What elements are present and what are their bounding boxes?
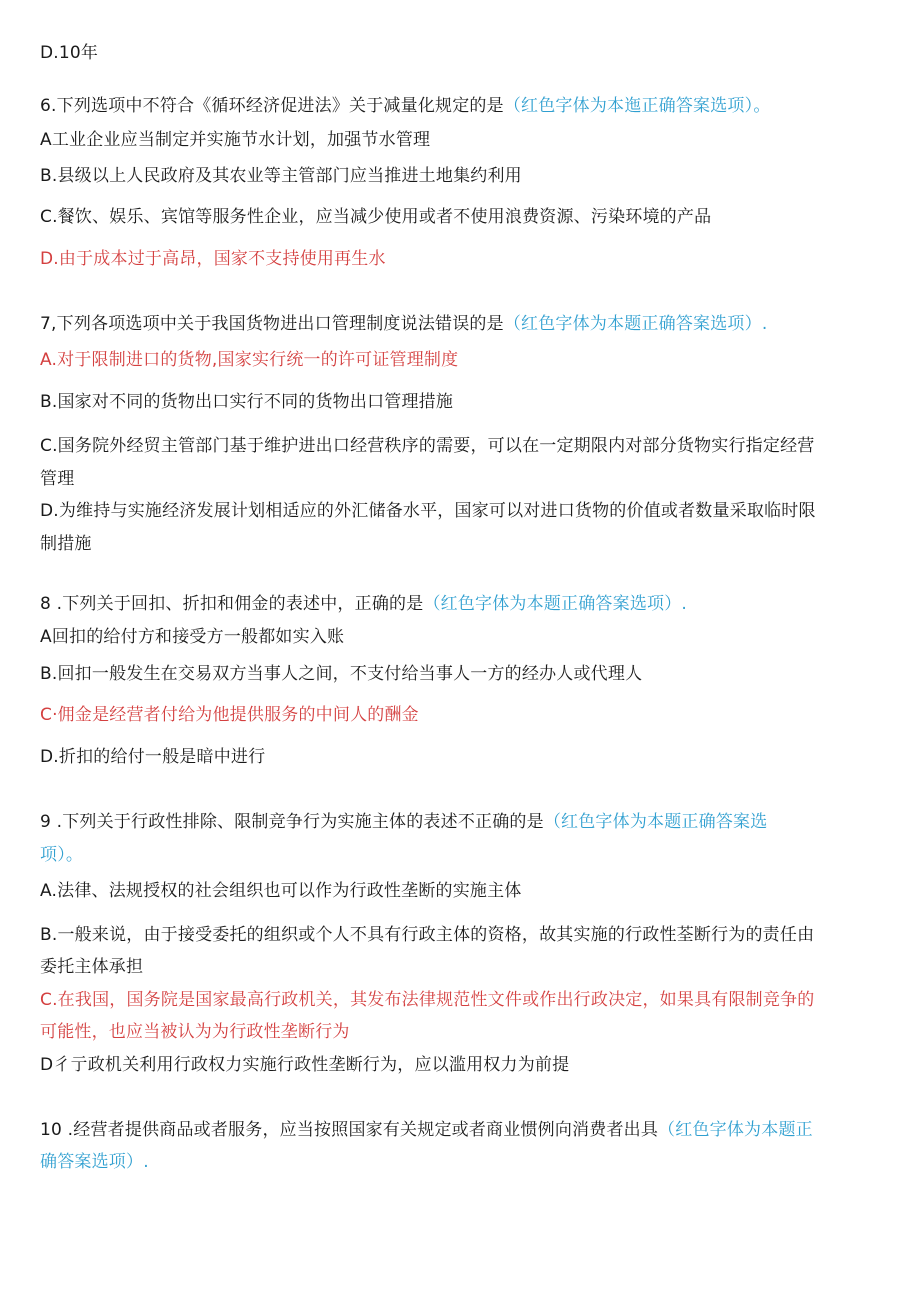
q9-option-c-answer-line1: C.在我国，国务院是国家最高行政机关，其发布法律规范性文件或作出行政决定，如果具有限制竞争的 (40, 990, 815, 1010)
q10-answer-hint-line1: （红色字体为本题正 (658, 1120, 813, 1140)
q6-stem (40, 90, 885, 122)
q9-answer-hint-line1: （红色字体为本题正确答案选 (543, 812, 768, 832)
q9-option-b-line2: 委托主体承担 (40, 957, 144, 977)
q7-option-c-line2: 管理 (40, 469, 75, 489)
q7-answer-hint: （红色字体为本题正确答案选项）. (503, 314, 768, 334)
q10-stem (40, 1114, 885, 1146)
q9-answer-hint-line2: 项）。 (40, 845, 84, 865)
q7-option-a-answer: A.对于限制进口的货物,国家实行统一的许可证管理制度 (40, 350, 459, 370)
q8-option-c-answer: C·佣金是经营者付给为他提供服务的中间人的酬金 (40, 705, 419, 725)
q8-option-b: B.回扣一般发生在交易双方当事人之间，不支付给当事人一方的经办人或代理人 (40, 664, 643, 684)
q7-option-d-line1: D.为维持与实施经济发展计划相适应的外汇储备水平，国家可以对进口货物的价值或者数量采取临时限 (40, 501, 816, 521)
q8-option-d: D.折扣的给付一般是暗中进行 (40, 747, 266, 767)
q7-option-c-line1: C.国务院外经贸主管部门基于维护进出口经营秩序的需要，可以在一定期限内对部分货物实行指定经营 (40, 436, 815, 456)
q5-option-d: D.10年 (40, 43, 99, 63)
q6-option-d-answer: D.由于成本过于高昂，国家不支持使用再生水 (40, 249, 386, 269)
q10-answer-hint-line2: 确答案选项）. (40, 1152, 149, 1172)
q6-option-c: C.餐饮、娱乐、宾馆等服务性企业，应当减少使用或者不使用浪费资源、污染环境的产品 (40, 207, 712, 227)
q8-option-a: A回扣的给付方和接受方一般都如实入账 (40, 627, 345, 647)
q8-answer-hint: （红色字体为本题正确答案选项）. (423, 594, 688, 614)
q6-answer-hint: （红色字体为本迤正确答案选项）。 (503, 96, 771, 116)
q8-stem (40, 588, 885, 620)
q9-option-a: A.法律、法规授权的社会组织也可以作为行政性垄断的实施主体 (40, 881, 522, 901)
q10-stem-text: 10 .经营者提供商品或者服务，应当按照国家有关规定或者商业惯例向消费者出具 (40, 1120, 659, 1140)
q9-option-d: D彳亍政机关利用行政权力实施行政性垄断行为，应以滥用权力为前提 (40, 1055, 570, 1075)
q9-option-b-line1: B.一般来说，由于接受委托的组织或个人不具有行政主体的资格，故其实施的行政性荃断行为的责任由 (40, 925, 815, 945)
q8-stem-text: 8 .下列关于回扣、折扣和佣金的表述中，正确的是 (40, 594, 424, 614)
q9-option-c-answer-line2: 可能性，也应当被认为为行政性垄断行为 (40, 1022, 350, 1042)
q7-option-d-line2: 制措施 (40, 534, 92, 554)
q6-option-a: A工业企业应当制定并实施节水计划，加强节水管理 (40, 130, 431, 150)
q6-option-b: B.县级以上人民政府及其农业等主管部门应当推进土地集约利用 (40, 166, 522, 186)
q7-stem (40, 308, 885, 340)
q7-option-b: B.国家对不同的货物出口实行不同的货物出口管理措施 (40, 392, 454, 412)
q7-stem-text: 7,下列各项选项中关于我国货物进出口管理制度说法错误的是 (40, 314, 504, 334)
q9-stem-text: 9 .下列关于行政性排除、限制竞争行为实施主体的表述不正确的是 (40, 812, 544, 832)
q6-stem-text: 6.下列选项中不符合《循环经济促进法》关于减量化规定的是 (40, 96, 504, 116)
q9-stem (40, 806, 885, 838)
